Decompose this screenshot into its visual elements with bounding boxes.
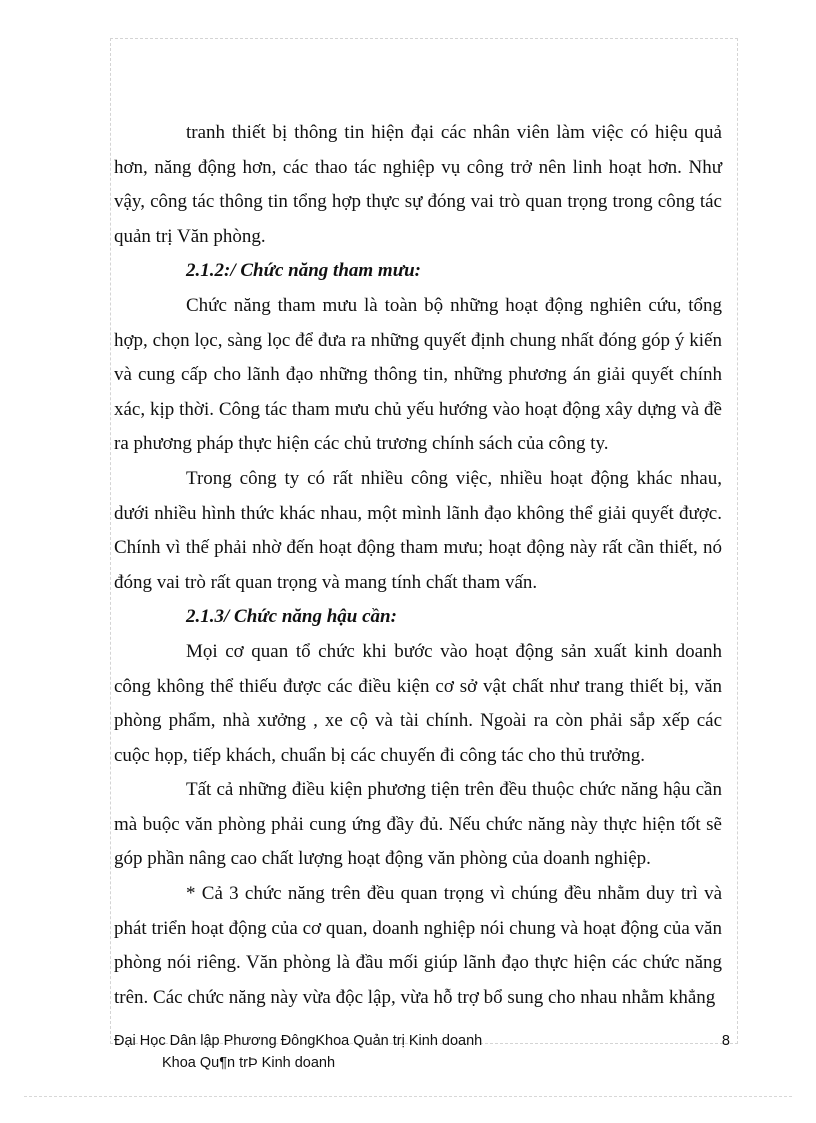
paragraph: Trong công ty có rất nhiều công việc, nhiều hoạt động khác nhau, dưới nhiều hình thức khác nhau, một mình lãnh đạo không thể giải quyết được. Chính vì thế phải nhờ đến hoạt động tham mưu; hoạt động này rất cần thiết, nó đóng vai trò rất quan trọng và mang tính chất tham vấn. [114,467,722,593]
paragraph: * Cả 3 chức năng trên đều quan trọng vì chúng đều nhằm duy trì và phát triển hoạt động của cơ quan, doanh nghiệp nói chung và hoạt động của văn phòng nói riêng. Văn phòng là đầu mối giúp lãnh đạo thực hiện các chức năng trên. Các chức năng này vừa độc lập, vừa hỗ trợ bổ sung cho nhau nhằm khẳng [114,883,722,1008]
paragraph: tranh thiết bị thông tin hiện đại các nhân viên làm việc có hiệu quả hơn, năng động hơn, các thao tác nghiệp vụ công trở nên linh hoạt hơn. Như vậy, công tác thông tin tổng hợp thực sự đóng vai trò quan trọng trong công tác quản trị Văn phòng. [114,122,722,247]
body-text [114,116,722,1015]
paragraph: Chức năng tham mưu là toàn bộ những hoạt động nghiên cứu, tổng hợp, chọn lọc, sàng lọc để đưa ra những quyết định chung nhất đóng góp ý kiến và cung cấp cho lãnh đạo những thông tin, những phương án giải quyết chính xác, kịp thời. Công tác tham mưu chủ yếu hướng vào hoạt động xây dựng và đề ra phương pháp thực hiện các chủ trương chính sách của công ty. [114,294,722,455]
footer-divider [24,1096,792,1097]
section-heading: 2.1.2:/ Chức năng tham mưu: [186,260,421,282]
paragraph: Tất cả những điều kiện phương tiện trên đều thuộc chức năng hậu cần mà buộc văn phòng phải cung ứng đầy đủ. Nếu chức năng này thực hiện tốt sẽ góp phần nâng cao chất lượng hoạt động văn phòng của doanh nghiệp. [114,779,722,870]
page-footer [114,1030,730,1074]
section-heading: 2.1.3/ Chức năng hậu cần: [186,606,397,628]
footer-institution: Đại Học Dân lập Phương ĐôngKhoa Quản trị Kinh doanh [114,1033,483,1049]
page-number: 8 [721,1033,730,1049]
footer-department: Khoa Qu¶n trÞ Kinh doanh [162,1055,336,1071]
paragraph: Mọi cơ quan tổ chức khi bước vào hoạt động sản xuất kinh doanh công không thể thiếu được các điều kiện cơ sở vật chất như trang thiết bị, văn phòng phẩm, nhà xưởng , xe cộ và tài chính. Ngoài ra còn phải sắp xếp các cuộc họp, tiếp khách, chuẩn bị các chuyến đi công tác cho thủ trưởng. [114,640,722,766]
